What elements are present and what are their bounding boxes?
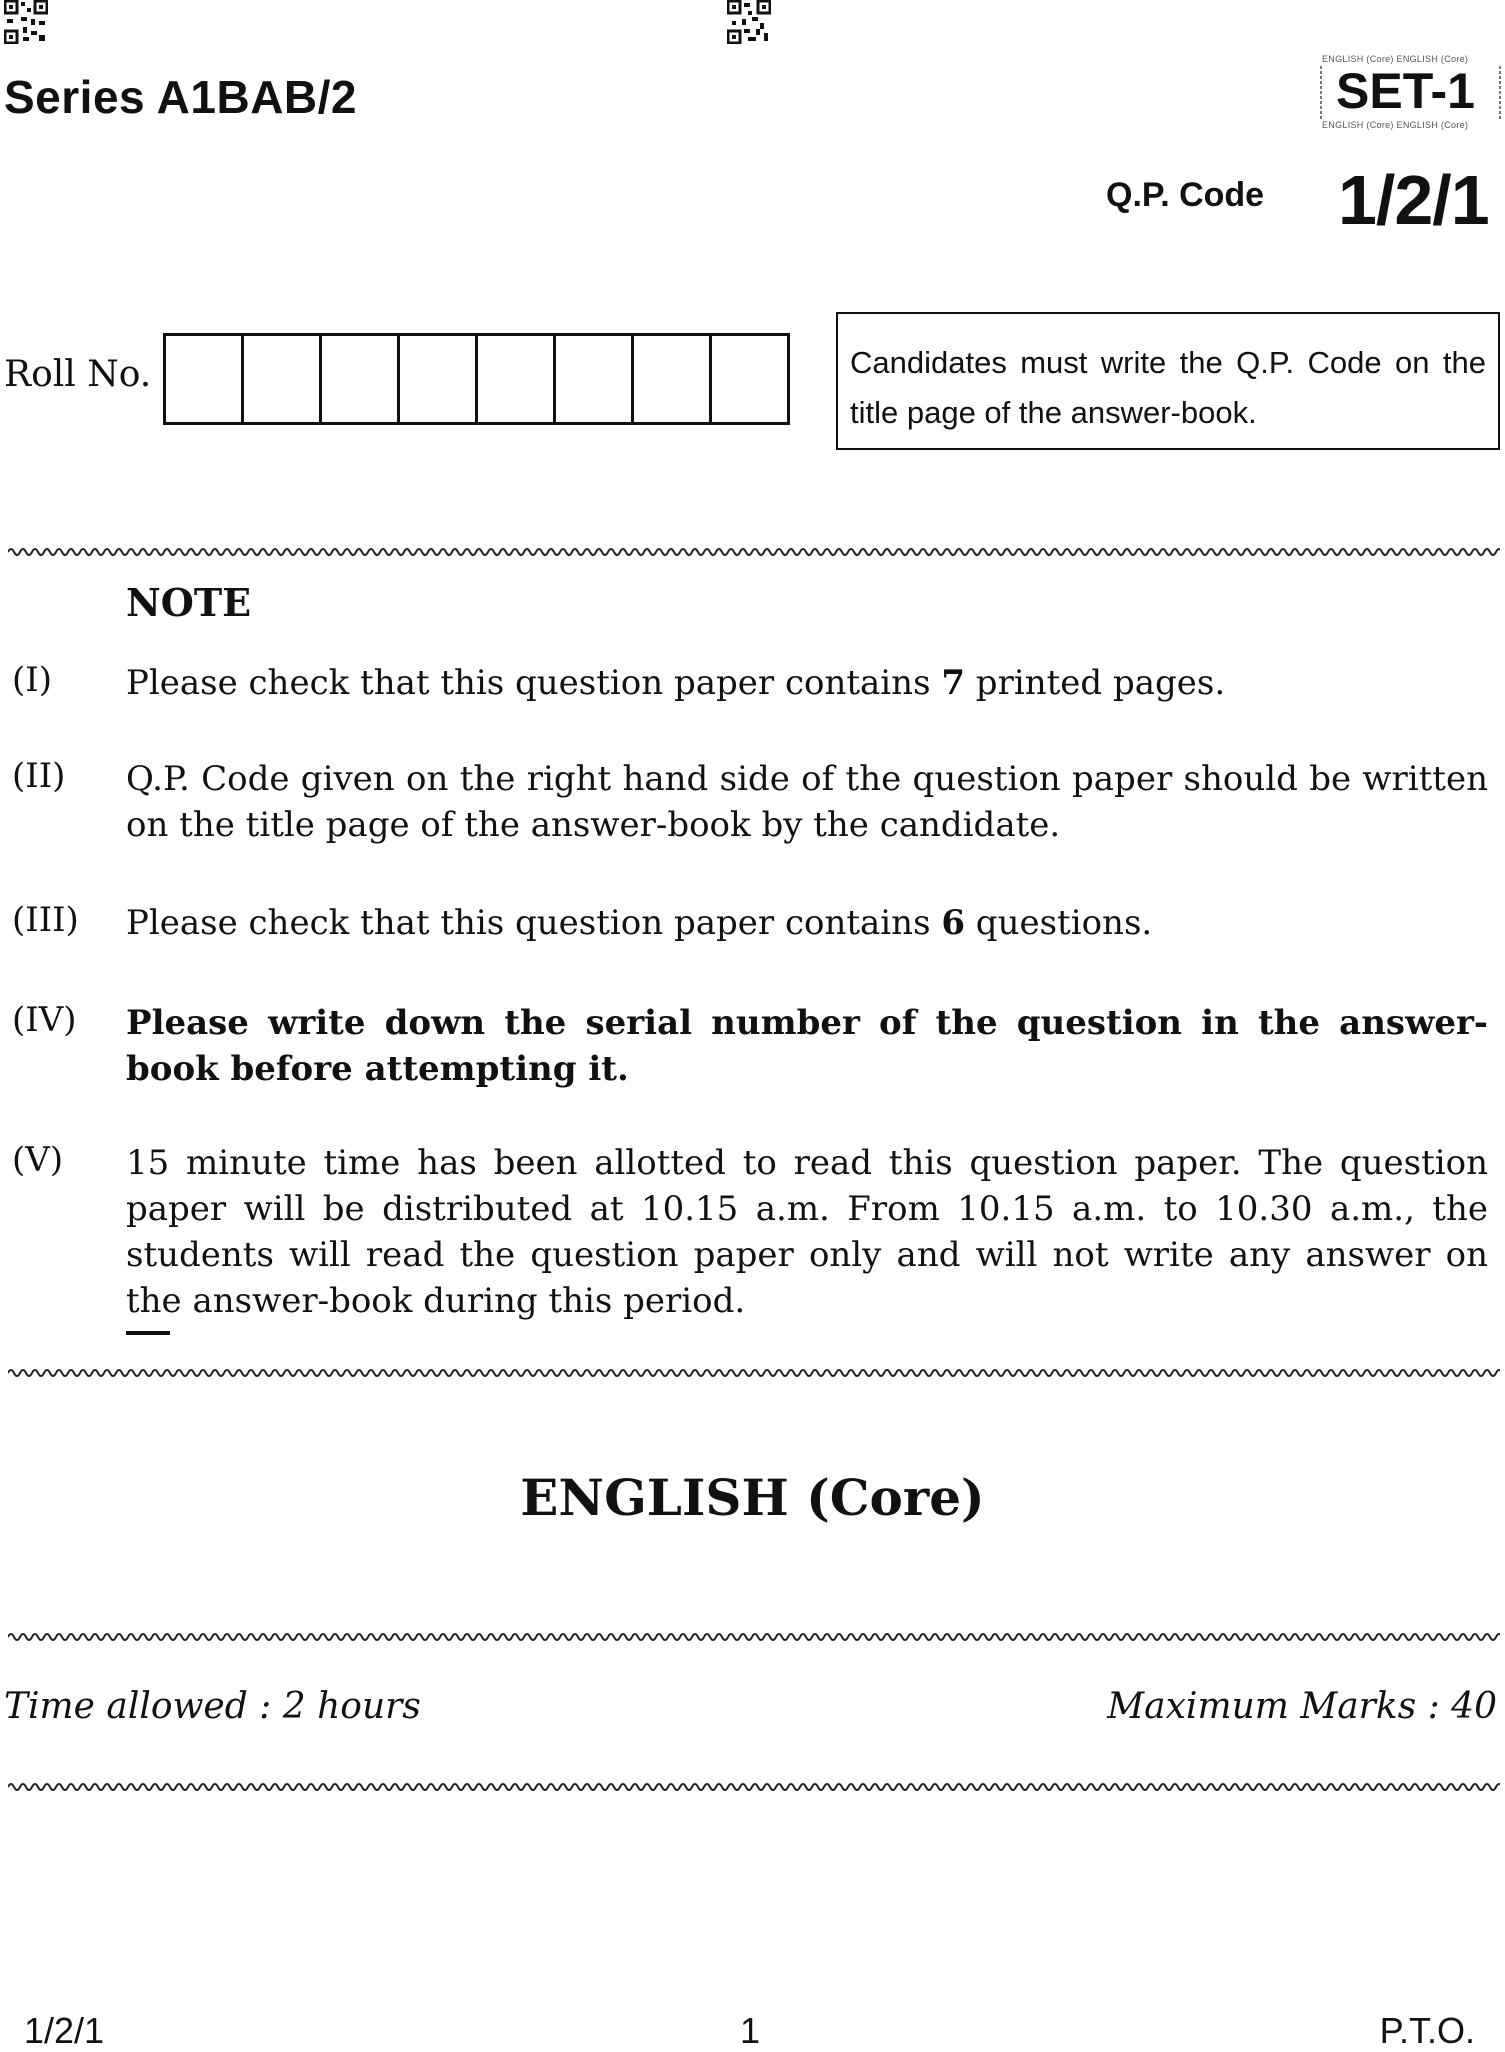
qr-code-icon [727,0,771,44]
qr-code-icon [4,0,48,44]
note-item-number: (II) [12,756,66,796]
roll-number-boxes [163,333,790,425]
set-strip-pattern [1495,66,1505,120]
maximum-marks: Maximum Marks : 40 [1107,1686,1497,1727]
note-item-text: 15 minute time has been allotted to read this question paper. The question paper will be distributed at 10.15 a.m. From 10.15 a.m. to 10.30 a.m., the students will read the question paper only and will not write any answer on the answer-book during this period. [126,1143,1488,1321]
note-item-text: Please check that this question paper contains 6 questions. [126,903,1153,943]
roll-number-label: Roll No. [4,354,152,395]
qp-code-label: Q.P. Code [1106,176,1265,214]
note-item-number: (I) [12,660,52,700]
note-item-text: Please check that this question paper contains 7 printed pages. [126,663,1226,703]
wavy-divider [8,1780,1500,1794]
roll-number-box[interactable] [556,336,634,422]
time-allowed: Time allowed : 2 hours [4,1686,421,1727]
series-label: Series A1BAB/2 [4,71,358,123]
candidate-notice-box: Candidates must write the Q.P. Code on the title page of the answer-book. [836,312,1500,450]
pto-label: P.T.O. [1379,2010,1475,2051]
set-strip-text: ENGLISH (Core) ENGLISH (Core) [1322,54,1469,64]
footer-qp-code: 1/2/1 [24,2010,105,2051]
roll-number-box[interactable] [244,336,322,422]
dash-mark [126,1331,170,1335]
note-item-number: (III) [12,900,79,940]
note-item-text: Q.P. Code given on the right hand side of the question paper should be written on the title page of the answer-book by the candidate. [126,759,1488,845]
set-label: SET-1 [1336,63,1475,119]
set-badge [1318,54,1505,132]
roll-number-box[interactable] [322,336,400,422]
set-strip-text: ENGLISH (Core) ENGLISH (Core) [1322,120,1469,130]
roll-number-box[interactable] [712,336,787,422]
note-item-text: Please write down the serial number of the question in the answer-book before attempting it. [126,1003,1488,1089]
page-number: 1 [740,2010,761,2051]
wavy-divider [8,1630,1500,1644]
note-heading: NOTE [126,580,252,625]
roll-number-box[interactable] [166,336,244,422]
wavy-divider [8,1366,1500,1380]
subject-title: ENGLISH (Core) [520,1468,985,1527]
wavy-divider [8,545,1500,559]
roll-number-box[interactable] [400,336,478,422]
qp-code: 1/2/1 [1338,161,1489,239]
roll-number-box[interactable] [478,336,556,422]
roll-number-box[interactable] [634,336,712,422]
set-strip-pattern [1316,66,1326,120]
note-item-number: (V) [12,1140,64,1180]
note-item-number: (IV) [12,1000,77,1040]
